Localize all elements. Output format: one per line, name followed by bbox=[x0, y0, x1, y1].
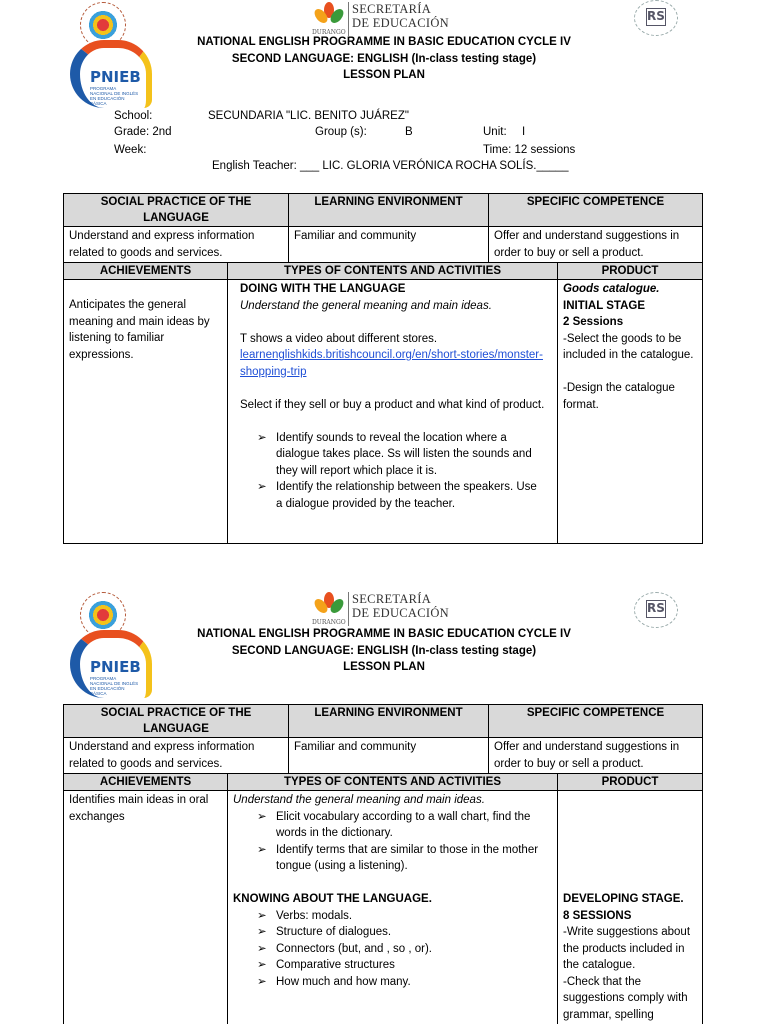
title-line-1: NATIONAL ENGLISH PROGRAMME IN BASIC EDUCATION CYCLE IV bbox=[197, 628, 571, 640]
activities-subtitle: Understand the general meaning and main ideas. bbox=[240, 299, 492, 312]
product-stage: INITIAL STAGE bbox=[563, 299, 646, 312]
video-text: T shows a video about different stores. bbox=[240, 332, 438, 345]
product-stage: DEVELOPING STAGE. bbox=[563, 893, 684, 905]
rs-label: RS bbox=[646, 600, 666, 618]
activities-subtitle: Understand the general meaning and main ideas. bbox=[233, 794, 485, 806]
secretaria-text: SECRETARÍA DE EDUCACIÓN bbox=[352, 592, 449, 620]
arrow-icon: ➢ bbox=[257, 975, 267, 988]
flower-icon bbox=[316, 2, 342, 28]
header-types: TYPES OF CONTENTS AND ACTIVITIES bbox=[228, 774, 558, 791]
header-social-practice: SOCIAL PRACTICE OF THE LANGUAGE bbox=[64, 194, 289, 227]
group-value: B bbox=[405, 126, 413, 138]
school-value: SECUNDARIA "LIC. BENITO JUÁREZ" bbox=[208, 110, 409, 122]
week-label: Week: bbox=[114, 144, 147, 156]
arrow-icon: ➢ bbox=[257, 481, 267, 493]
durango-label: DURANGO bbox=[312, 619, 346, 626]
learning-environment-value: Familiar and community bbox=[289, 227, 489, 263]
product-item: -Check that the suggestions comply with grammar, spelling bbox=[563, 975, 688, 1021]
product-item: -Select the goods to be included in the catalogue. bbox=[563, 332, 694, 361]
pnieb-label: PNIEB bbox=[90, 658, 141, 676]
rs-seal-logo bbox=[634, 592, 678, 628]
arrow-icon: ➢ bbox=[257, 926, 267, 938]
unit-value: I bbox=[522, 126, 526, 138]
table-row bbox=[64, 194, 703, 227]
pnieb-subtitle: PROGRAMA NACIONAL DE INGLÉS EN EDUCACIÓN BÁSICA bbox=[90, 86, 139, 106]
table-row bbox=[64, 738, 703, 774]
header-social-practice: SOCIAL PRACTICE OF THE LANGUAGE bbox=[64, 705, 289, 738]
header-achievements: ACHIEVEMENTS bbox=[64, 774, 228, 791]
header-learning-environment: LEARNING ENVIRONMENT bbox=[289, 705, 489, 738]
learning-environment-value: Familiar and community bbox=[289, 738, 489, 774]
pnieb-label: PNIEB bbox=[90, 68, 141, 86]
arrow-icon: ➢ bbox=[257, 810, 267, 823]
title-line-3: LESSON PLAN bbox=[343, 69, 425, 81]
table-row bbox=[64, 705, 703, 738]
header-specific-competence: SPECIFIC COMPETENCE bbox=[489, 705, 703, 738]
list-item: ➢ Comparative structures bbox=[233, 957, 552, 974]
specific-competence-value: Offer and understand suggestions in order to buy or sell a product. bbox=[489, 738, 703, 774]
list-item: ➢ Identify sounds to reveal the location where a dialogue takes place. Ss will listen the sounds and they will report which place it is. bbox=[257, 431, 532, 477]
unit-label: Unit: bbox=[483, 126, 507, 138]
list-item: ➢ Structure of dialogues. bbox=[233, 924, 552, 941]
table-row bbox=[64, 227, 703, 263]
activity-bullet-list bbox=[233, 809, 552, 875]
header-specific-competence: SPECIFIC COMPETENCE bbox=[489, 194, 703, 227]
header-achievements: ACHIEVEMENTS bbox=[64, 263, 228, 280]
activities-cell bbox=[228, 280, 558, 544]
table-row bbox=[64, 791, 703, 1024]
product-title: Goods catalogue. bbox=[563, 283, 660, 295]
list-item: ➢ Elicit vocabulary according to a wall chart, find the words in the dictionary. bbox=[257, 810, 531, 839]
flower-icon bbox=[316, 592, 342, 618]
list-item: ➢ Identify the relationship between the speakers. Use a dialogue provided by the teacher. bbox=[257, 481, 537, 510]
product-sessions: 8 SESSIONS bbox=[563, 909, 632, 922]
activities-cell bbox=[228, 791, 558, 1024]
secretaria-text: SECRETARÍA DE EDUCACIÓN bbox=[352, 2, 449, 30]
header-product: PRODUCT bbox=[558, 263, 703, 280]
durango-label: DURANGO bbox=[312, 29, 346, 36]
list-item: ➢ Identify terms that are similar to those in the mother tongue (using a listening). bbox=[257, 843, 539, 872]
list-item: ➢ How much and how many. bbox=[233, 974, 552, 991]
page-title bbox=[0, 34, 768, 84]
time-value: Time: 12 sessions bbox=[483, 144, 576, 156]
table-row bbox=[64, 774, 703, 791]
rs-seal-logo bbox=[634, 0, 678, 36]
product-item: -Design the catalogue format. bbox=[563, 382, 675, 411]
product-sessions: 2 Sessions bbox=[563, 316, 624, 328]
achievement-cell: Anticipates the general meaning and main ideas by listening to familiar expressions. bbox=[64, 280, 228, 544]
product-cell bbox=[558, 280, 703, 544]
select-text: Select if they sell or buy a product and what kind of product. bbox=[240, 398, 545, 411]
title-line-2: SECOND LANGUAGE: ENGLISH (In-class testing stage) bbox=[231, 52, 537, 65]
table-row bbox=[64, 263, 703, 280]
social-practice-value: Understand and express information related to goods and services. bbox=[64, 227, 289, 263]
page-title bbox=[0, 626, 768, 676]
title-line-2: SECOND LANGUAGE: ENGLISH (In-class testing stage) bbox=[231, 644, 537, 657]
grammar-bullet-list bbox=[233, 908, 552, 991]
story-link[interactable]: learnenglishkids.britishcouncil.org/en/short-stories/monster-shopping-trip bbox=[240, 349, 543, 378]
social-practice-value: Understand and express information related to goods and services. bbox=[64, 738, 289, 774]
arrow-icon: ➢ bbox=[257, 431, 267, 444]
list-item: ➢ Verbs: modals. bbox=[233, 908, 552, 925]
rs-label: RS bbox=[646, 8, 666, 26]
grade: Grade: 2nd bbox=[114, 126, 172, 138]
specific-competence-value: Offer and understand suggestions in order to buy or sell a product. bbox=[489, 227, 703, 263]
lesson-plan-table bbox=[63, 704, 703, 1024]
arrow-icon: ➢ bbox=[257, 959, 267, 971]
header-product: PRODUCT bbox=[558, 774, 703, 791]
header-types: TYPES OF CONTENTS AND ACTIVITIES bbox=[228, 263, 558, 280]
pnieb-subtitle: PROGRAMA NACIONAL DE INGLÉS EN EDUCACIÓN BÁSICA bbox=[90, 676, 139, 696]
activity-bullet-list bbox=[240, 430, 545, 513]
lesson-plan-table bbox=[63, 193, 703, 544]
title-line-3: LESSON PLAN bbox=[343, 661, 425, 673]
header-learning-environment: LEARNING ENVIRONMENT bbox=[289, 194, 489, 227]
activities-heading: DOING WITH THE LANGUAGE bbox=[240, 283, 406, 295]
teacher-name: English Teacher: ___ LIC. GLORIA VERÓNICA ROCHA SOLÍS._____ bbox=[212, 160, 569, 172]
arrow-icon: ➢ bbox=[257, 843, 267, 856]
achievement-cell: Identifies main ideas in oral exchanges bbox=[64, 791, 228, 1024]
secretaria-logo bbox=[312, 590, 452, 630]
product-cell bbox=[558, 791, 703, 1024]
list-item: ➢ Connectors (but, and , so , or). bbox=[233, 941, 552, 958]
lesson-plan-page-2 bbox=[0, 590, 768, 1024]
arrow-icon: ➢ bbox=[257, 909, 267, 922]
table-row bbox=[64, 280, 703, 544]
school-label: School: bbox=[114, 110, 153, 122]
product-item: -Write suggestions about the products included in the catalogue. bbox=[563, 926, 691, 971]
group-label: Group (s): bbox=[315, 126, 367, 138]
knowing-heading: KNOWING ABOUT THE LANGUAGE. bbox=[233, 893, 432, 905]
arrow-icon: ➢ bbox=[257, 942, 267, 955]
title-line-1: NATIONAL ENGLISH PROGRAMME IN BASIC EDUCATION CYCLE IV bbox=[197, 36, 571, 48]
